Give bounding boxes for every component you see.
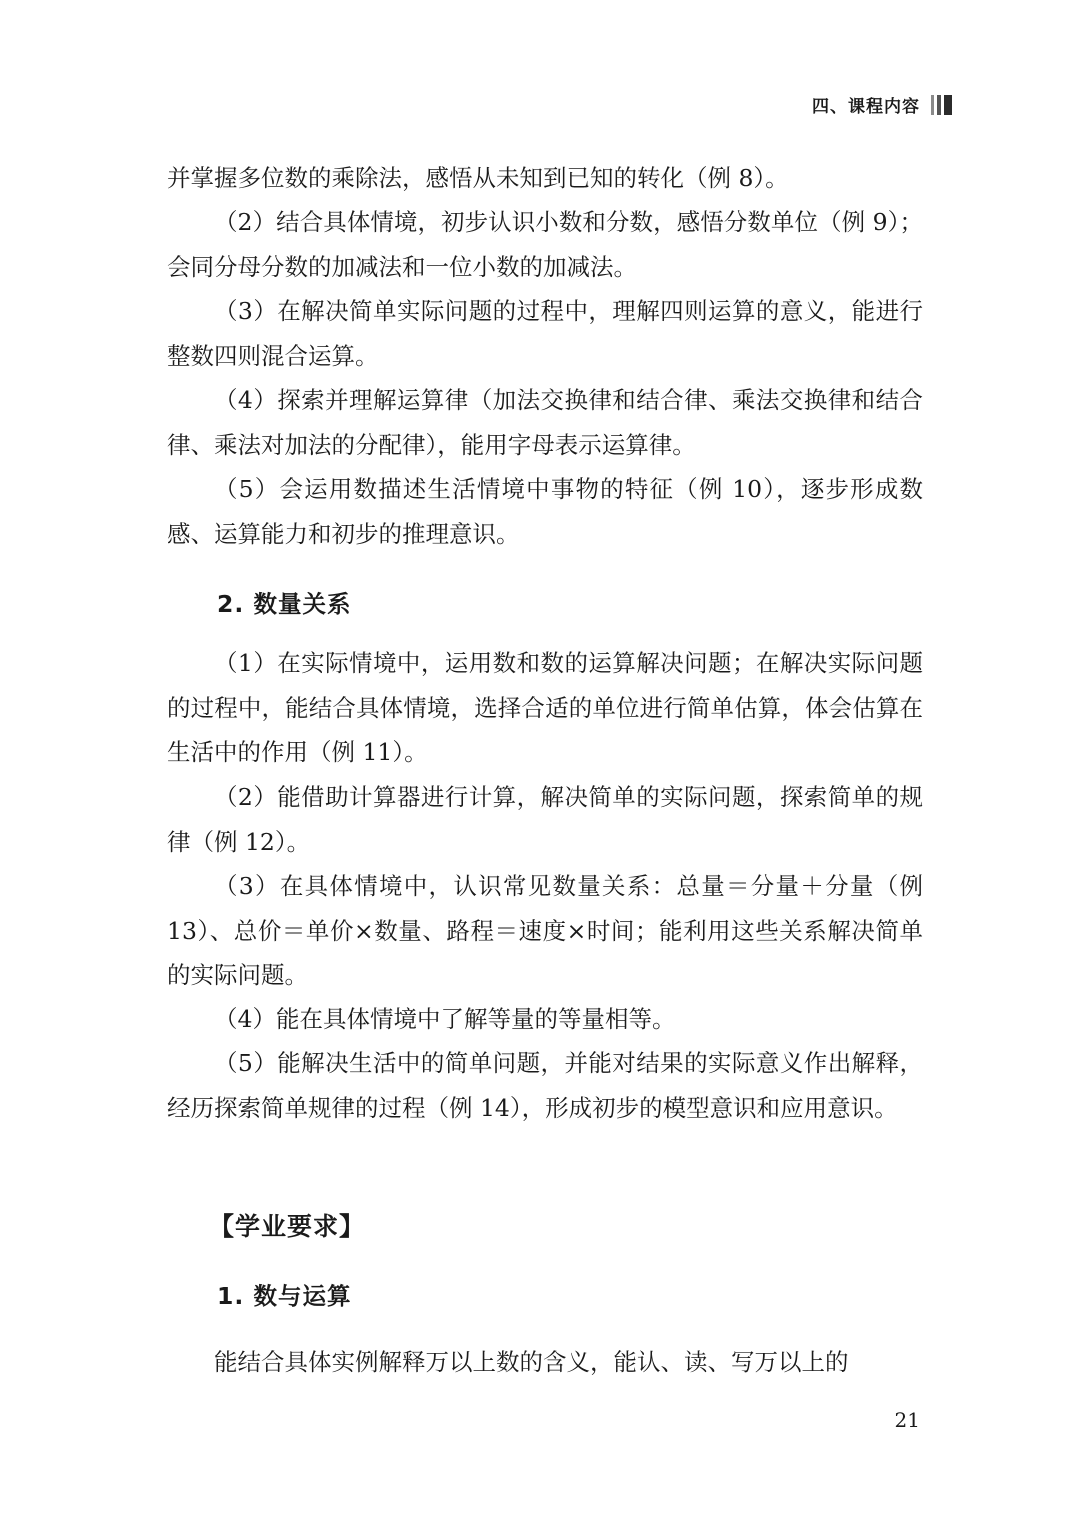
relations-item-3: （3）在具体情境中，认识常见数量关系：总量＝分量＋分量（例 13）、总价＝单价×数量、路程＝速度×时间；能利用这些关系解决简单的实际问题。 bbox=[167, 872, 923, 989]
paragraph-item-5: （5）会运用数描述生活情境中事物的特征（例 10），逐步形成数感、运算能力和初步的推理意识。 bbox=[167, 475, 923, 548]
page-number: 21 bbox=[894, 1408, 920, 1432]
relations-item-4: （4）能在具体情境中了解等量的等量相等。 bbox=[214, 1005, 676, 1033]
section-title: 四、课程内容 bbox=[812, 97, 920, 117]
heading-quantity-relations: 2. 数量关系 bbox=[217, 590, 352, 618]
heading-academic-requirements: 【学业要求】 bbox=[209, 1212, 366, 1241]
paragraph-item-2: （2）结合具体情境，初步认识小数和分数，感悟分数单位（例 9）；会同分母分数的加减法和一位小数的加减法。 bbox=[167, 208, 923, 281]
relations-item-5: （5）能解决生活中的简单问题，并能对结果的实际意义作出解释，经历探索简单规律的过程（例 14），形成初步的模型意识和应用意识。 bbox=[167, 1049, 923, 1122]
paragraph-item-4: （4）探索并理解运算律（加法交换律和结合律、乘法交换律和结合律、乘法对加法的分配律），能用字母表示运算律。 bbox=[167, 386, 923, 459]
heading-numbers-and-operations: 1. 数与运算 bbox=[217, 1282, 352, 1310]
requirements-paragraph: 能结合具体实例解释万以上数的含义，能认、读、写万以上的 bbox=[214, 1348, 849, 1376]
paragraph-continuation: 并掌握多位数的乘除法，感悟从未知到已知的转化（例 8）。 bbox=[167, 164, 789, 192]
paragraph-item-3: （3）在解决简单实际问题的过程中，理解四则运算的意义，能进行整数四则混合运算。 bbox=[167, 297, 923, 370]
relations-item-2: （2）能借助计算器进行计算，解决简单的实际问题，探索简单的规律（例 12）。 bbox=[167, 783, 923, 856]
running-header bbox=[812, 92, 952, 117]
header-bar-marks bbox=[928, 95, 952, 115]
relations-item-1: （1）在实际情境中，运用数和数的运算解决问题；在解决实际问题的过程中，能结合具体情境，选择合适的单位进行简单估算，体会估算在生活中的作用（例 11）。 bbox=[167, 649, 923, 766]
